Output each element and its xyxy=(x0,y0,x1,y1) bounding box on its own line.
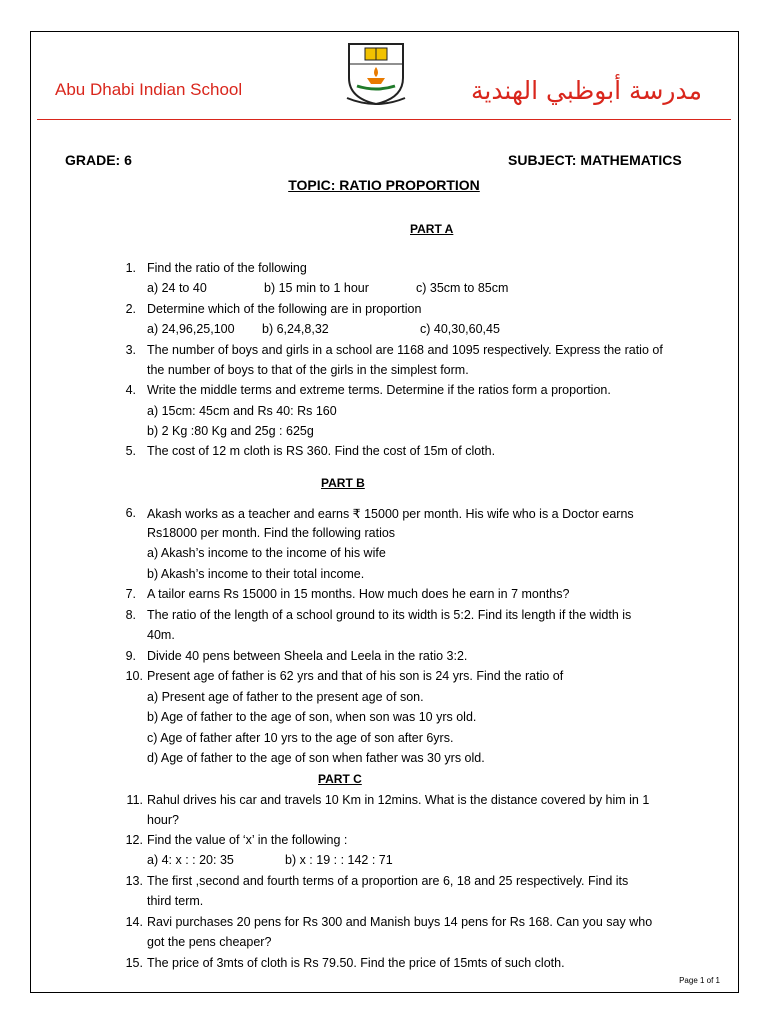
question-number: 14. xyxy=(125,915,143,929)
question-text: hour? xyxy=(147,813,179,827)
sub-option: a) Akash’s income to the income of his wife xyxy=(147,546,386,560)
question-number: 7. xyxy=(125,587,136,601)
school-name-arabic: مدرسة أبوظبي الهندية xyxy=(470,76,702,105)
question-number: 2. xyxy=(125,302,136,316)
subject-label: SUBJECT: MATHEMATICS xyxy=(508,152,682,168)
question-text: The cost of 12 m cloth is RS 360. Find the cost of 15m of cloth. xyxy=(147,444,496,458)
part-a-heading: PART A xyxy=(410,222,454,236)
question-text: got the pens cheaper? xyxy=(147,935,272,949)
question-text: Ravi purchases 20 pens for Rs 300 and Manish buys 14 pens for Rs 168. Can you say who xyxy=(147,915,653,929)
school-name-english: Abu Dhabi Indian School xyxy=(55,80,243,99)
grade-label: GRADE: 6 xyxy=(65,152,132,168)
question-text: Find the value of ‘x’ in the following : xyxy=(147,833,348,847)
question-number: 15. xyxy=(125,956,143,970)
question-text: Akash works as a teacher and earns ₹ 15000 per month. His wife who is a Doctor earns xyxy=(147,507,634,521)
sub-option: b) Akash’s income to their total income. xyxy=(147,567,365,581)
sub-option: a) 24 to 40 xyxy=(147,281,207,295)
question-number: 9. xyxy=(125,649,136,663)
school-crest-icon xyxy=(343,40,409,108)
sub-option: b) Age of father to the age of son, when son was 10 yrs old. xyxy=(147,710,477,724)
question-text: Find the ratio of the following xyxy=(147,261,307,275)
part-b-heading: PART B xyxy=(321,476,365,490)
question-text: Present age of father is 62 yrs and that of his son is 24 yrs. Find the ratio of xyxy=(147,669,564,683)
question-text: Rs18000 per month. Find the following ratios xyxy=(147,526,396,540)
question-text: Write the middle terms and extreme terms. Determine if the ratios form a proportion. xyxy=(147,383,611,397)
question-number: 6. xyxy=(125,506,136,520)
question-number: 13. xyxy=(125,874,143,888)
question-text: The first ,second and fourth terms of a proportion are 6, 18 and 25 respectively. Find its xyxy=(147,874,629,888)
question-text: the number of boys to that of the girls in the simplest form. xyxy=(147,363,469,377)
question-text: The number of boys and girls in a school are 1168 and 1095 respectively. Express the ratio of xyxy=(147,343,663,357)
question-text: The ratio of the length of a school ground to its width is 5:2. Find its length if the width is xyxy=(147,608,632,622)
sub-option: c) 40,30,60,45 xyxy=(420,322,500,336)
sub-option: a) Present age of father to the present age of son. xyxy=(147,690,424,704)
question-number: 12. xyxy=(125,833,143,847)
question-number: 5. xyxy=(125,444,136,458)
sub-option: a) 15cm: 45cm and Rs 40: Rs 160 xyxy=(147,404,337,418)
question-text: Determine which of the following are in proportion xyxy=(147,302,422,316)
question-number: 1. xyxy=(125,261,136,275)
topic-title: TOPIC: RATIO PROPORTION xyxy=(288,177,480,193)
question-number: 4. xyxy=(125,383,136,397)
question-number: 10. xyxy=(125,669,143,683)
question-number: 3. xyxy=(125,343,136,357)
sub-option: b) 6,24,8,32 xyxy=(262,322,329,336)
question-number: 11. xyxy=(126,793,143,807)
sub-option: a) 24,96,25,100 xyxy=(147,322,235,336)
part-c-heading: PART C xyxy=(318,772,362,786)
sub-option: b) x : 19 : : 142 : 71 xyxy=(285,853,393,867)
sub-option: d) Age of father to the age of son when father was 30 yrs old. xyxy=(147,751,485,765)
question-text: 40m. xyxy=(147,628,175,642)
sub-option: b) 15 min to 1 hour xyxy=(264,281,369,295)
question-text: Divide 40 pens between Sheela and Leela in the ratio 3:2. xyxy=(147,649,468,663)
sub-option: b) 2 Kg :80 Kg and 25g : 625g xyxy=(147,424,314,438)
question-text: Rahul drives his car and travels 10 Km in 12mins. What is the distance covered by him in 1 xyxy=(147,793,650,807)
header-divider xyxy=(37,119,731,120)
question-text: A tailor earns Rs 15000 in 15 months. How much does he earn in 7 months? xyxy=(147,587,570,601)
sub-option: a) 4: x : : 20: 35 xyxy=(147,853,234,867)
question-text: The price of 3mts of cloth is Rs 79.50. Find the price of 15mts of such cloth. xyxy=(147,956,565,970)
sub-option: c) 35cm to 85cm xyxy=(416,281,509,295)
question-number: 8. xyxy=(125,608,136,622)
sub-option: c) Age of father after 10 yrs to the age of son after 6yrs. xyxy=(147,731,454,745)
question-text: third term. xyxy=(147,894,204,908)
page-number: Page 1 of 1 xyxy=(679,976,720,985)
